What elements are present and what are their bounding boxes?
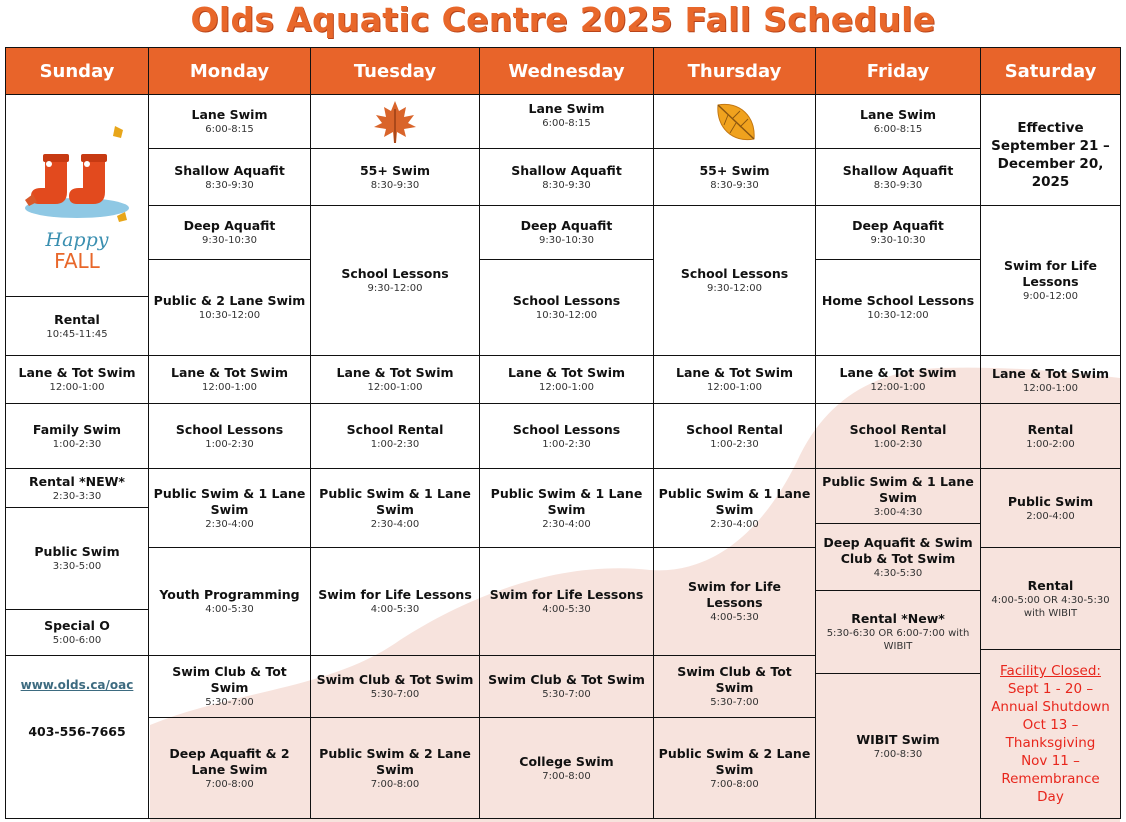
friday-rental-new (815, 590, 981, 674)
friday-wibit-time: 7:00-8:30 (873, 748, 923, 760)
tuesday-life-time: 4:00-5:30 (370, 604, 420, 615)
sunday-lane-tot (5, 355, 149, 404)
sunday-contact (5, 655, 149, 819)
thursday-swim55-name: 55+ Swim (699, 162, 770, 178)
monday-club (148, 655, 311, 718)
sunday-rental (5, 296, 149, 356)
wednesday-club-name: Swim Club & Tot Swim (488, 672, 645, 687)
tuesday-life (310, 547, 480, 656)
header-thursday: Thursday (653, 47, 816, 95)
saturday-rental2 (980, 547, 1121, 650)
monday-deep-time: 9:30-10:30 (202, 235, 257, 246)
tuesday-swim55-time: 8:30-9:30 (370, 179, 420, 191)
wednesday-deep-name: Deep Aquafit (520, 218, 613, 233)
tuesday-55 (310, 148, 480, 206)
monday-shallow-time: 8:30-9:30 (205, 179, 254, 191)
fall-text: FALL (54, 248, 100, 273)
header-friday: Friday (815, 47, 981, 95)
saturday-lane-tot (980, 355, 1121, 404)
wednesday-deep (479, 205, 654, 260)
sunday-family (5, 403, 149, 469)
wednesday-life-time: 4:00-5:30 (542, 604, 591, 615)
friday-rental (815, 403, 981, 469)
saturday-public-name: Public Swim (1007, 493, 1094, 509)
monday-school (148, 403, 311, 469)
saturday-public-time: 2:00-4:00 (1026, 510, 1075, 522)
friday-lane-time: 6:00-8:15 (873, 124, 923, 135)
wednesday-college-time: 7:00-8:00 (542, 770, 591, 782)
header-wednesday: Wednesday (479, 47, 654, 95)
header-monday: Monday (148, 47, 311, 95)
tuesday-life-name: Swim for Life Lessons (318, 587, 472, 602)
sunday-public (5, 507, 149, 610)
friday-rental-new-name: Rental *New* (851, 611, 945, 626)
saturday-closed-0: Sept 1 - 20 – (1007, 681, 1094, 697)
monday-public2-time: 10:30-12:00 (198, 310, 261, 321)
sunday-rental-new-time: 2:30-3:30 (52, 490, 102, 502)
friday-home (815, 259, 981, 356)
friday-rental-new-time: 5:30-6:30 OR 6:00-7:00 with WIBIT (826, 628, 970, 652)
thursday-public2 (653, 717, 816, 819)
monday-public2 (148, 259, 311, 356)
sunday-fall-graphic (5, 94, 149, 297)
thursday-life-time: 4:00-5:30 (710, 612, 759, 623)
friday-rental-name: School Rental (849, 421, 947, 437)
wednesday-lane-name: Lane Swim (528, 101, 605, 116)
saturday-lane-tot-time: 12:00-1:00 (1023, 383, 1078, 394)
saturday-rental-name: Rental (1027, 421, 1074, 437)
friday-lane-name: Lane Swim (860, 107, 936, 122)
thursday-school-name: School Lessons (680, 266, 789, 281)
saturday-public (980, 468, 1121, 548)
thursday-club-time: 5:30-7:00 (710, 697, 759, 708)
header-tuesday: Tuesday (310, 47, 480, 95)
monday-lane (148, 94, 311, 149)
monday-public1-time: 2:30-4:00 (205, 518, 254, 530)
tuesday-school-time: 9:30-12:00 (367, 283, 423, 294)
monday-lane-tot-time: 12:00-1:00 (202, 382, 257, 393)
sunday-rental-new (5, 468, 149, 508)
monday-deep (148, 205, 311, 260)
thursday-rental-name: School Rental (686, 421, 783, 437)
sunday-family-time: 1:00-2:30 (52, 438, 102, 450)
tuesday-public2-time: 7:00-8:00 (370, 778, 420, 790)
website-link[interactable]: www.olds.ca/oac (20, 678, 134, 692)
thursday-rental-time: 1:00-2:30 (710, 438, 759, 450)
sunday-family-name: Family Swim (32, 421, 122, 437)
wednesday-shallow-name: Shallow Aquafit (511, 162, 622, 178)
thursday-lane-tot (653, 355, 816, 404)
wednesday-club-time: 5:30-7:00 (542, 689, 591, 700)
tuesday-club-time: 5:30-7:00 (370, 689, 420, 700)
thursday-public1 (653, 468, 816, 548)
friday-shallow-time: 8:30-9:30 (873, 179, 923, 191)
friday-home-name: Home School Lessons (821, 293, 975, 308)
tuesday-rental-name: School Rental (346, 421, 444, 437)
sunday-rental-name: Rental (54, 311, 100, 327)
sunday-public-name: Public Swim (34, 544, 120, 559)
friday-lane-tot (815, 355, 981, 404)
saturday-rental2-name: Rental (1027, 577, 1074, 593)
wednesday-school-name: School Lessons (512, 421, 621, 437)
monday-youth-time: 4:00-5:30 (205, 604, 254, 615)
friday-deep-time: 9:30-10:30 (870, 235, 926, 246)
friday-rental-time: 1:00-2:30 (873, 438, 923, 450)
saturday-life (980, 205, 1121, 356)
tuesday-lane-tot (310, 355, 480, 404)
wednesday-public1-time: 2:30-4:00 (542, 518, 591, 530)
phone-number: 403-556-7665 (28, 724, 126, 739)
wednesday-lane-tot (479, 355, 654, 404)
monday-deep2-time: 7:00-8:00 (205, 778, 254, 790)
saturday-closed-3: Thanksgiving (1005, 735, 1096, 751)
wednesday-deep-time: 9:30-10:30 (539, 235, 594, 246)
monday-deep-name: Deep Aquafit (183, 218, 276, 233)
header-sunday: Sunday (5, 47, 149, 95)
wednesday-public1-name: Public Swim & 1 Lane Swim (490, 485, 643, 517)
wednesday-life (479, 547, 654, 656)
rain-boots-icon (17, 120, 137, 230)
saturday-eff4: 2025 (1031, 174, 1070, 190)
thursday-school-time: 9:30-12:00 (707, 283, 762, 294)
wednesday-shallow (479, 148, 654, 206)
wednesday-club (479, 655, 654, 718)
sunday-special (5, 609, 149, 656)
tuesday-club (310, 655, 480, 718)
saturday-rental2-time: 4:00-5:00 OR 4:30-5:30 with WIBIT (991, 594, 1110, 619)
friday-shallow-name: Shallow Aquafit (842, 162, 954, 178)
wednesday-lane-tot-time: 12:00-1:00 (539, 382, 594, 393)
thursday-public1-name: Public Swim & 1 Lane Swim (658, 485, 811, 517)
sunday-lane-tot-time: 12:00-1:00 (49, 382, 105, 393)
monday-youth (148, 547, 311, 656)
thursday-rental (653, 403, 816, 469)
wednesday-lane (479, 94, 654, 149)
wednesday-school-am (479, 259, 654, 356)
friday-wibit (815, 673, 981, 819)
tuesday-rental-time: 1:00-2:30 (370, 438, 420, 450)
sunday-special-name: Special O (44, 618, 110, 633)
monday-youth-name: Youth Programming (159, 587, 300, 602)
happy-text: Happy (45, 228, 109, 251)
thursday-lane-tot-name: Lane & Tot Swim (675, 365, 794, 380)
header-saturday: Saturday (980, 47, 1121, 95)
friday-home-time: 10:30-12:00 (867, 310, 929, 321)
wednesday-life-name: Swim for Life Lessons (489, 587, 644, 602)
saturday-eff2: September 21 – (991, 138, 1110, 154)
friday-public1 (815, 468, 981, 524)
maple-leaf-icon (370, 97, 420, 147)
tuesday-public1 (310, 468, 480, 548)
tuesday-public1-time: 2:30-4:00 (370, 518, 420, 530)
monday-deep2-name: Deep Aquafit & 2 Lane Swim (169, 745, 290, 777)
monday-shallow-name: Shallow Aquafit (174, 162, 285, 178)
saturday-effective (980, 94, 1121, 206)
saturday-closed-1: Annual Shutdown (991, 699, 1110, 715)
saturday-life-time: 9:00-12:00 (1023, 291, 1078, 302)
thursday-leaf (653, 94, 816, 149)
thursday-club-name: Swim Club & Tot Swim (677, 664, 792, 695)
monday-lane-name: Lane Swim (191, 107, 268, 122)
saturday-eff3: December 20, (997, 156, 1104, 172)
monday-lane-time: 6:00-8:15 (205, 124, 254, 135)
friday-deep (815, 205, 981, 260)
autumn-leaf-icon (710, 97, 760, 147)
sunday-rental-time: 10:45-11:45 (46, 328, 108, 340)
friday-wibit-name: WIBIT Swim (856, 731, 940, 747)
sunday-rental-new-name: Rental *NEW* (29, 473, 125, 489)
saturday-lane-tot-name: Lane & Tot Swim (991, 366, 1110, 381)
wednesday-lane-tot-name: Lane & Tot Swim (507, 365, 626, 380)
thursday-public2-time: 7:00-8:00 (710, 778, 759, 790)
wednesday-shallow-time: 8:30-9:30 (542, 179, 591, 191)
tuesday-school-name: School Lessons (341, 266, 449, 281)
tuesday-swim55-name: 55+ Swim (359, 162, 431, 178)
sunday-public-time: 3:30-5:00 (52, 561, 102, 572)
saturday-closed-6: Day (1037, 789, 1064, 805)
monday-public2-name: Public & 2 Lane Swim (153, 293, 306, 308)
wednesday-college (479, 717, 654, 819)
monday-lane-tot-name: Lane & Tot Swim (170, 365, 289, 380)
page-title: Olds Aquatic Centre 2025 Fall Schedule (190, 0, 936, 39)
thursday-lane-tot-time: 12:00-1:00 (707, 382, 762, 393)
saturday-closed-2: Oct 13 – (1022, 717, 1079, 733)
friday-public1-name: Public Swim & 1 Lane Swim (822, 473, 974, 505)
friday-lane-tot-time: 12:00-1:00 (870, 382, 926, 393)
monday-club-time: 5:30-7:00 (205, 697, 254, 708)
saturday-rental-time: 1:00-2:00 (1026, 438, 1075, 450)
monday-school-time: 1:00-2:30 (205, 438, 254, 450)
friday-shallow (815, 148, 981, 206)
monday-public1 (148, 468, 311, 548)
monday-public1-name: Public Swim & 1 Lane Swim (153, 485, 306, 517)
saturday-closed-5: Remembrance (1001, 771, 1100, 787)
closed-heading: Facility Closed: (1000, 663, 1101, 679)
friday-deepclub-time: 4:30-5:30 (873, 567, 923, 579)
saturday-closed (980, 649, 1121, 819)
monday-deep2 (148, 717, 311, 819)
wednesday-public1 (479, 468, 654, 548)
friday-deepclub-name: Deep Aquafit & Swim Club & Tot Swim (823, 534, 973, 566)
saturday-eff1: Effective (1017, 120, 1084, 136)
wednesday-school-time: 1:00-2:30 (542, 438, 591, 450)
wednesday-college-name: College Swim (519, 753, 614, 769)
tuesday-lane-tot-name: Lane & Tot Swim (336, 365, 454, 380)
thursday-life (653, 547, 816, 656)
tuesday-rental (310, 403, 480, 469)
thursday-public2-name: Public Swim & 2 Lane Swim (658, 745, 811, 777)
thursday-club (653, 655, 816, 718)
tuesday-public2-name: Public Swim & 2 Lane Swim (319, 745, 471, 777)
tuesday-public1-name: Public Swim & 1 Lane Swim (319, 485, 471, 517)
tuesday-lane-tot-time: 12:00-1:00 (367, 382, 423, 393)
thursday-swim55-time: 8:30-9:30 (710, 179, 759, 191)
thursday-55 (653, 148, 816, 206)
saturday-rental (980, 403, 1121, 469)
tuesday-club-name: Swim Club & Tot Swim (316, 672, 474, 687)
wednesday-lane-time: 6:00-8:15 (542, 118, 591, 129)
saturday-closed-4: Nov 11 – (1021, 753, 1080, 769)
wednesday-school-am-name: School Lessons (512, 293, 621, 308)
tuesday-public2 (310, 717, 480, 819)
sunday-lane-tot-name: Lane & Tot Swim (18, 365, 136, 380)
friday-public1-time: 3:00-4:30 (873, 506, 923, 518)
friday-deep-name: Deep Aquafit (852, 218, 944, 233)
monday-shallow (148, 148, 311, 206)
monday-lane-tot (148, 355, 311, 404)
tuesday-leaf (310, 94, 480, 149)
saturday-life-name: Swim for Life Lessons (1004, 258, 1097, 289)
tuesday-school (310, 205, 480, 356)
thursday-school (653, 205, 816, 356)
friday-lane-tot-name: Lane & Tot Swim (839, 365, 957, 380)
sunday-special-time: 5:00-6:00 (52, 635, 102, 646)
monday-club-name: Swim Club & Tot Swim (172, 664, 287, 695)
friday-deepclub (815, 523, 981, 591)
monday-school-name: School Lessons (175, 421, 284, 437)
thursday-life-name: Swim for Life Lessons (688, 579, 781, 610)
thursday-public1-time: 2:30-4:00 (710, 518, 759, 530)
wednesday-school (479, 403, 654, 469)
friday-lane (815, 94, 981, 149)
wednesday-school-am-time: 10:30-12:00 (535, 310, 598, 321)
